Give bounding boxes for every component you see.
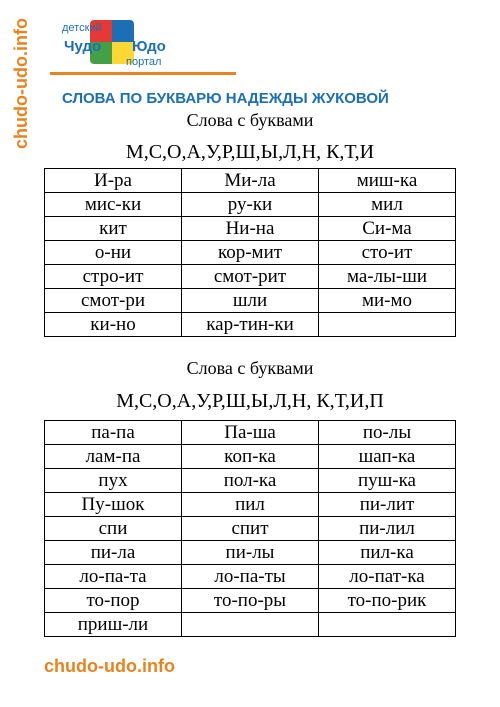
word-cell: ма-лы-ши	[319, 265, 456, 289]
word-cell	[319, 313, 456, 337]
word-cell: кит	[45, 217, 182, 241]
section-2-letters: М,С,О,А,У,Р,Ш,Ы,Л,Н, К,Т,И,П	[116, 390, 384, 412]
logo-word-right: Юдо	[132, 38, 166, 55]
word-cell: миш-ка	[319, 169, 456, 193]
header-divider	[50, 72, 236, 75]
word-cell: Ми-ла	[182, 169, 319, 193]
table-row	[45, 589, 456, 613]
section-1-letters: М,С,О,А,У,Р,Ш,Ы,Л,Н, К,Т,И	[125, 141, 375, 163]
side-site-url	[4, 8, 38, 158]
word-cell: ло-па-ты	[182, 565, 319, 589]
word-cell: Ни-на	[182, 217, 319, 241]
table-row	[45, 493, 456, 517]
word-cell: пи-лы	[182, 541, 319, 565]
table-row	[45, 445, 456, 469]
section-2-word-table	[44, 420, 456, 637]
word-cell: пи-лит	[319, 493, 456, 517]
word-cell: мил	[319, 193, 456, 217]
logo-word-top: детский	[62, 22, 102, 34]
word-cell: пух	[45, 469, 182, 493]
word-cell: спи	[45, 517, 182, 541]
word-cell: пуш-ка	[319, 469, 456, 493]
section-1-word-table	[44, 168, 456, 337]
word-cell: Па-ша	[182, 421, 319, 445]
word-cell: па-па	[45, 421, 182, 445]
word-cell: ло-па-та	[45, 565, 182, 589]
word-cell	[319, 613, 456, 637]
word-cell: ми-мо	[319, 289, 456, 313]
word-cell	[182, 613, 319, 637]
logo-word-left: Чудо	[64, 38, 102, 55]
word-cell: о-ни	[45, 241, 182, 265]
word-cell: ло-пат-ка	[319, 565, 456, 589]
word-cell: шап-ка	[319, 445, 456, 469]
word-cell: пил	[182, 493, 319, 517]
table-row	[45, 517, 456, 541]
table-row	[45, 241, 456, 265]
table-row	[45, 565, 456, 589]
word-cell: то-по-рик	[319, 589, 456, 613]
word-cell: ру-ки	[182, 193, 319, 217]
word-cell: Си-ма	[319, 217, 456, 241]
table-row	[45, 265, 456, 289]
site-logo	[62, 16, 182, 72]
word-cell: пол-ка	[182, 469, 319, 493]
table-row	[45, 541, 456, 565]
word-cell: спит	[182, 517, 319, 541]
word-cell: стро-ит	[45, 265, 182, 289]
word-cell: пил-ка	[319, 541, 456, 565]
word-cell: лам-па	[45, 445, 182, 469]
section-2-subtitle: Слова с буквами	[186, 358, 314, 378]
word-cell: кор-мит	[182, 241, 319, 265]
word-cell: мис-ки	[45, 193, 182, 217]
word-cell: И-ра	[45, 169, 182, 193]
word-cell: пи-ла	[45, 541, 182, 565]
table-row	[45, 421, 456, 445]
word-cell: смот-ри	[45, 289, 182, 313]
table-row	[45, 289, 456, 313]
table-row	[45, 217, 456, 241]
section-1-subtitle: Слова с буквами	[186, 110, 314, 130]
word-cell: Пу-шок	[45, 493, 182, 517]
side-site-url-text: chudo-udo.info	[10, 17, 31, 149]
word-cell: сто-ит	[319, 241, 456, 265]
word-cell: по-лы	[319, 421, 456, 445]
word-cell: смот-рит	[182, 265, 319, 289]
footer-site-url: chudo-udo.info	[44, 656, 175, 676]
word-cell: кар-тин-ки	[182, 313, 319, 337]
word-cell: коп-ка	[182, 445, 319, 469]
logo-word-bottom: портал	[126, 56, 162, 68]
word-cell: пи-лил	[319, 517, 456, 541]
word-cell: ки-но	[45, 313, 182, 337]
puzzle-piece-blue	[112, 20, 134, 42]
table-row	[45, 193, 456, 217]
table-row	[45, 613, 456, 637]
word-cell: приш-ли	[45, 613, 182, 637]
word-cell: шли	[182, 289, 319, 313]
page-title: СЛОВА ПО БУКВАРЮ НАДЕЖДЫ ЖУКОВОЙ	[62, 90, 389, 107]
table-row	[45, 313, 456, 337]
table-row	[45, 469, 456, 493]
table-row	[45, 169, 456, 193]
word-cell: то-по-ры	[182, 589, 319, 613]
word-cell: то-пор	[45, 589, 182, 613]
